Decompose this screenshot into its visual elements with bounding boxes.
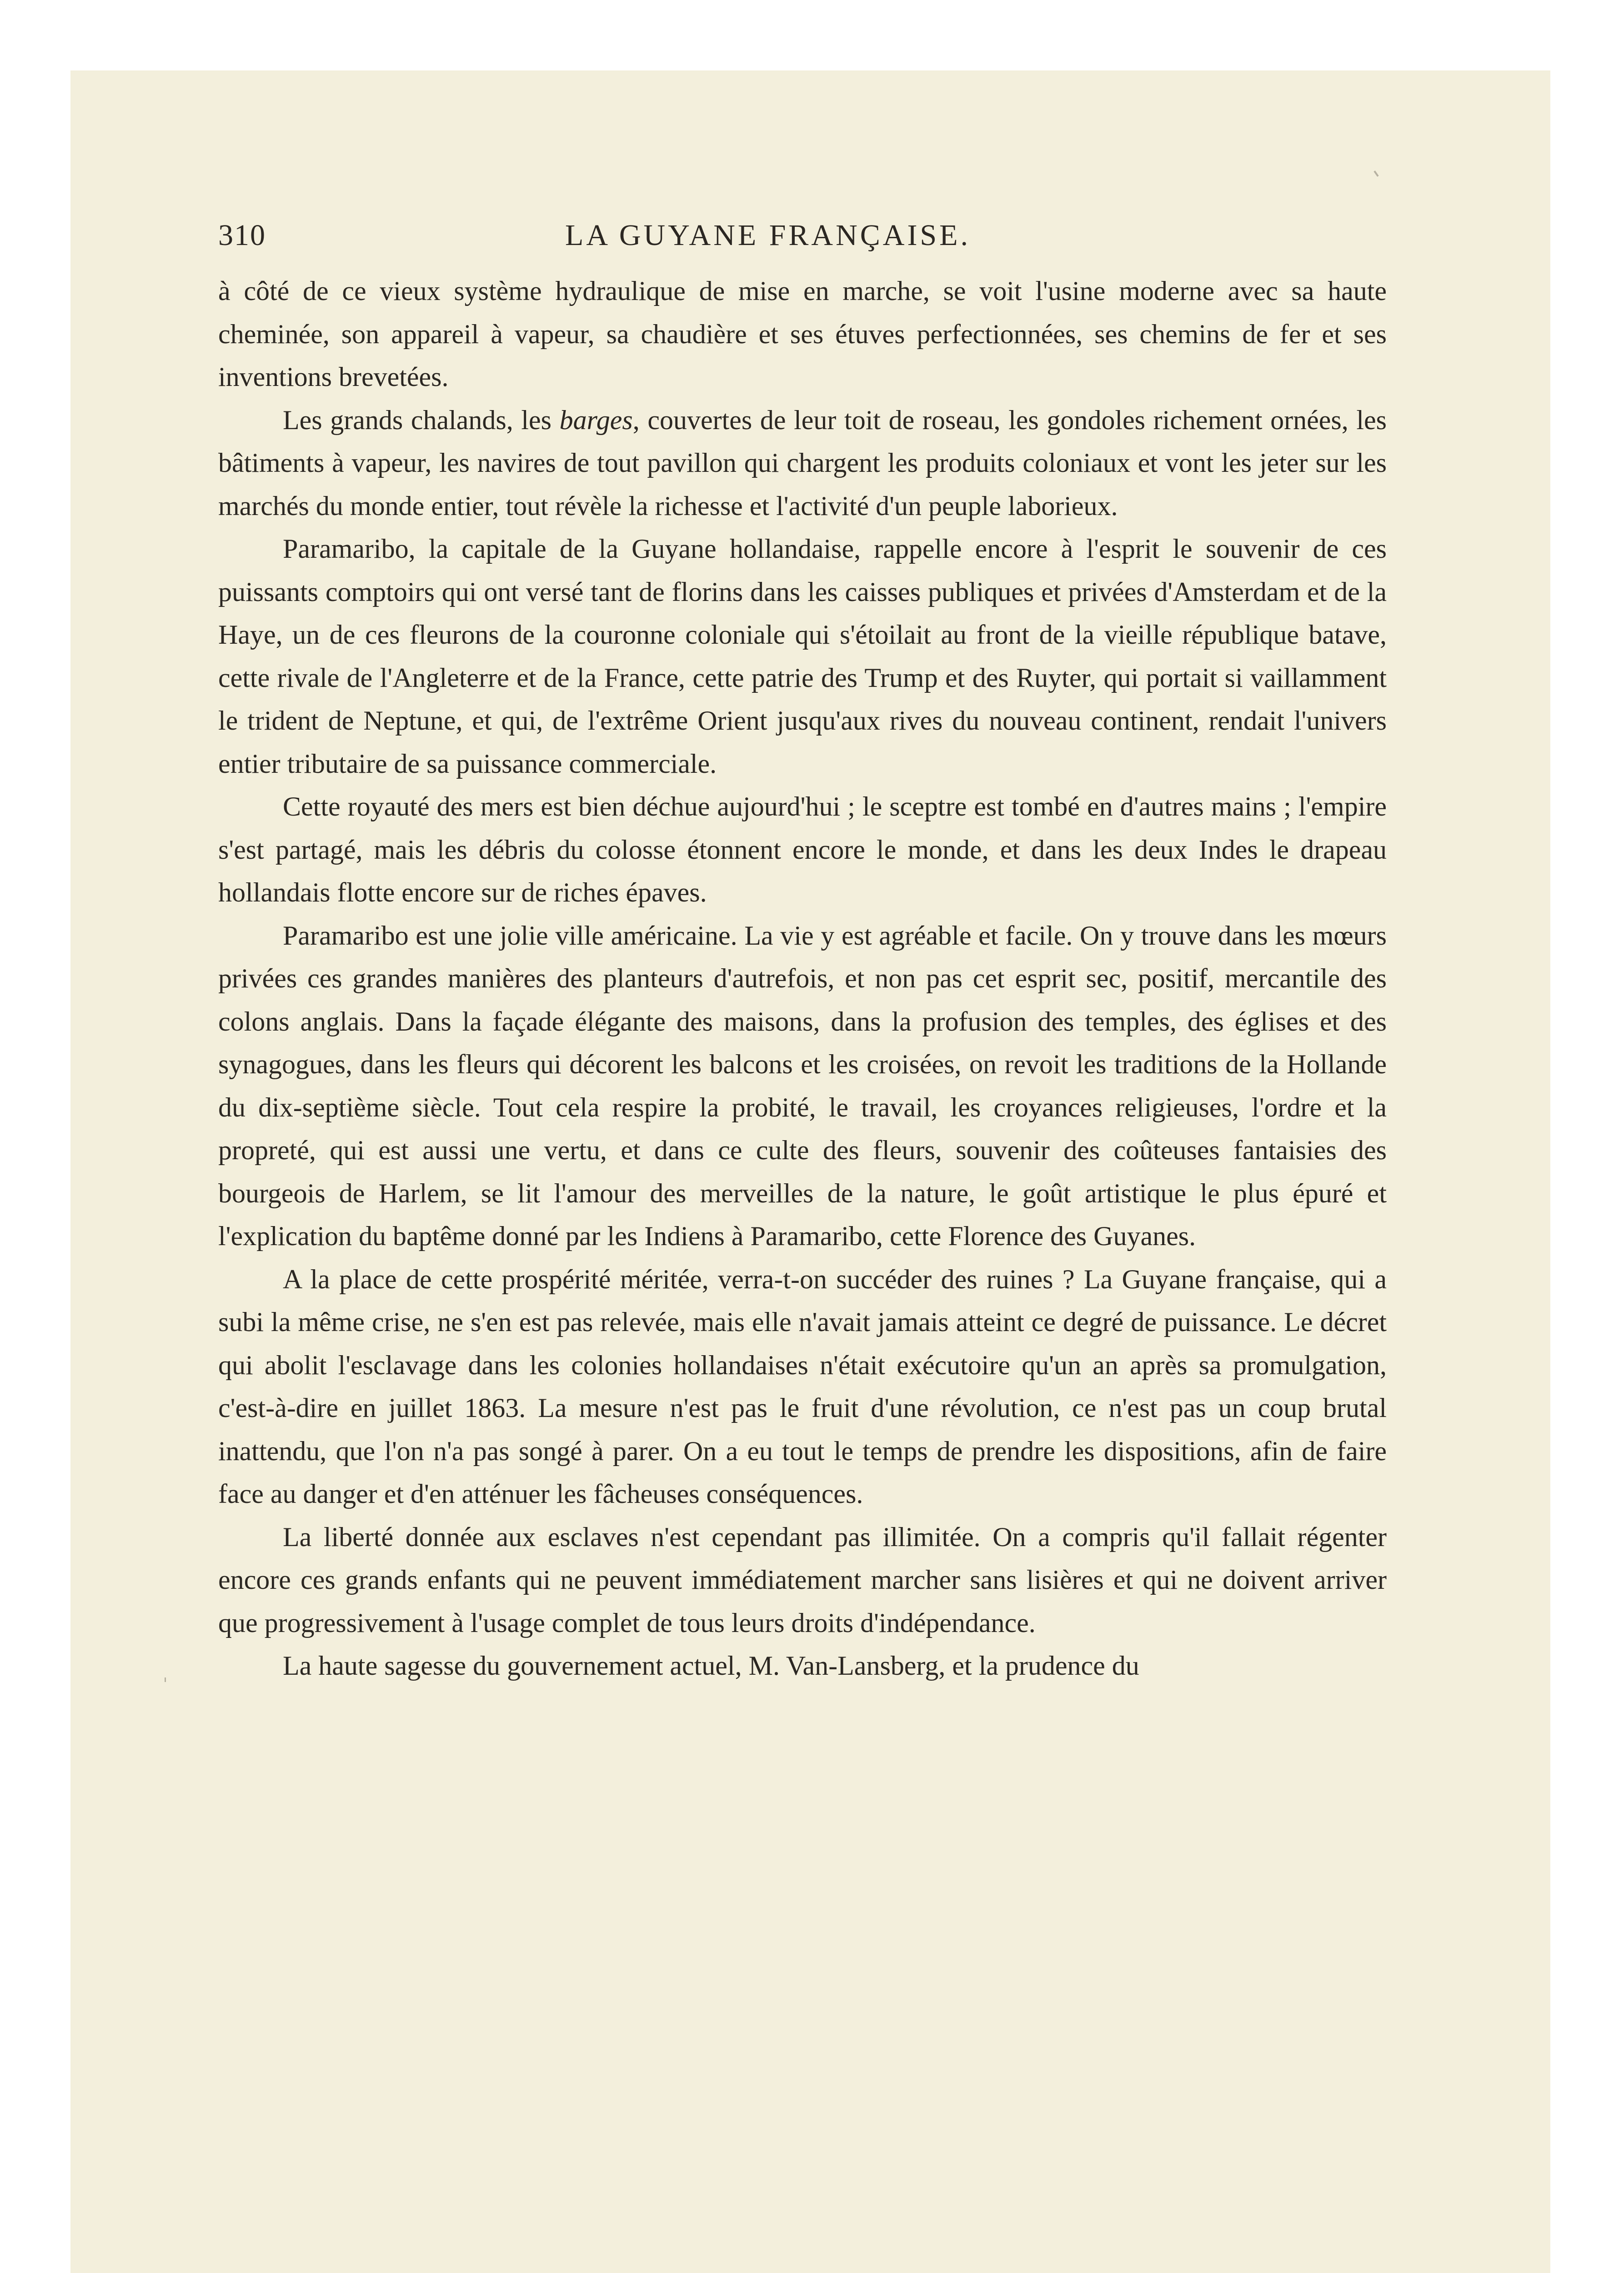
book-title: LA GUYANE FRANÇAISE. (565, 219, 971, 252)
paragraph-4: Cette royauté des mers est bien déchue aujourd'hui ; le sceptre est tombé en d'autres mains ; l'empire s'est partagé, mais les débris du colosse étonnent encore le monde, et dans les deux Indes le drapeau hollandais flotte encore sur de riches épaves. (218, 791, 1387, 907)
italic-term-barges: barges (559, 405, 633, 435)
paragraph-8: La haute sagesse du gouvernement actuel, M. Van-Lansberg, et la prudence du (283, 1651, 1139, 1681)
body-text (218, 270, 1387, 1687)
paragraph-6: A la place de cette prospérité méritée, verra-t-on succéder des ruines ? La Guyane française, qui a subi la même crise, ne s'en est pas relevée, mais elle n'avait jamais atteint ce degré de puissance. Le décret qui abolit l'esclavage dans les colonies hollandaises n'était exécutoire qu'un an après sa promulgation, c'est-à-dire en juillet 1863. La mesure n'est pas le fruit d'une révolution, ce n'est pas un coup brutal inattendu, que l'on n'a pas songé à parer. On a eu tout le temps de prendre les dispositions, afin de faire face au danger et d'en atténuer les fâcheuses conséquences. (218, 1264, 1387, 1509)
book-page (149, 148, 1387, 2112)
scan-speck (165, 1677, 166, 1682)
paragraph-7: La liberté donnée aux esclaves n'est cependant pas illimitée. On a compris qu'il fallait régenter encore ces grands enfants qui ne peuvent immédiatement marcher sans lisières et qui ne doivent arriver que progressivement à l'usage complet de tous leurs droits d'indépendance. (218, 1522, 1387, 1638)
paragraph-5: Paramaribo est une jolie ville américaine. La vie y est agréable et facile. On y trouve dans les mœurs privées ces grandes manières des planteurs d'autrefois, et non pas cet esprit sec, positif, mercantile des colons anglais. Dans la façade élégante des maisons, dans la profusion des temples, des églises et des synagogues, dans les fleurs qui décorent les balcons et les croisées, on revoit les traditions de la Hollande du dix-septième siècle. Tout cela respire la probité, le travail, les croyances religieuses, l'ordre et la propreté, qui est aussi une vertu, et dans ce culte des fleurs, souvenir des coûteuses fantaisies des bourgeois de Harlem, se lit l'amour des merveilles de la nature, le goût artistique le plus épuré et l'explication du baptême donné par les Indiens à Paramaribo, cette Florence des Guyanes. (218, 920, 1387, 1251)
paragraph-2-rest: , couvertes de leur toit de roseau, les gondoles richement ornées, les bâtiments à vapeur, les navires de tout pavillon qui chargent les produits coloniaux et vont les jeter sur les marchés du monde entier, tout révèle la richesse et l'activité d'un peuple laborieux. (218, 405, 1387, 521)
running-head (149, 215, 1387, 256)
paragraph-1: à côté de ce vieux système hydraulique de mise en marche, se voit l'usine moderne avec sa haute cheminée, son appareil à vapeur, sa chaudière et ses étuves perfectionnées, ses chemins de fer et ses inventions brevetées. (218, 276, 1387, 392)
page-number: 310 (218, 219, 266, 252)
paragraph-3: Paramaribo, la capitale de la Guyane hollandaise, rappelle encore à l'esprit le souvenir de ces puissants comptoirs qui ont versé tant de florins dans les caisses publiques et privées d'Amsterdam et de la Haye, un de ces fleurons de la couronne coloniale qui s'étoilait au front de la vieille république batave, cette rivale de l'Angleterre et de la France, cette patrie des Trump et des Ruyter, qui portait si vaillamment le trident de Neptune, et qui, de l'extrême Orient jusqu'aux rives du nouveau continent, rendait l'univers entier tributaire de sa puissance commerciale. (218, 534, 1387, 779)
paragraph-2-start: Les grands chalands, les (283, 405, 560, 435)
paragraph-2 (218, 399, 1387, 528)
